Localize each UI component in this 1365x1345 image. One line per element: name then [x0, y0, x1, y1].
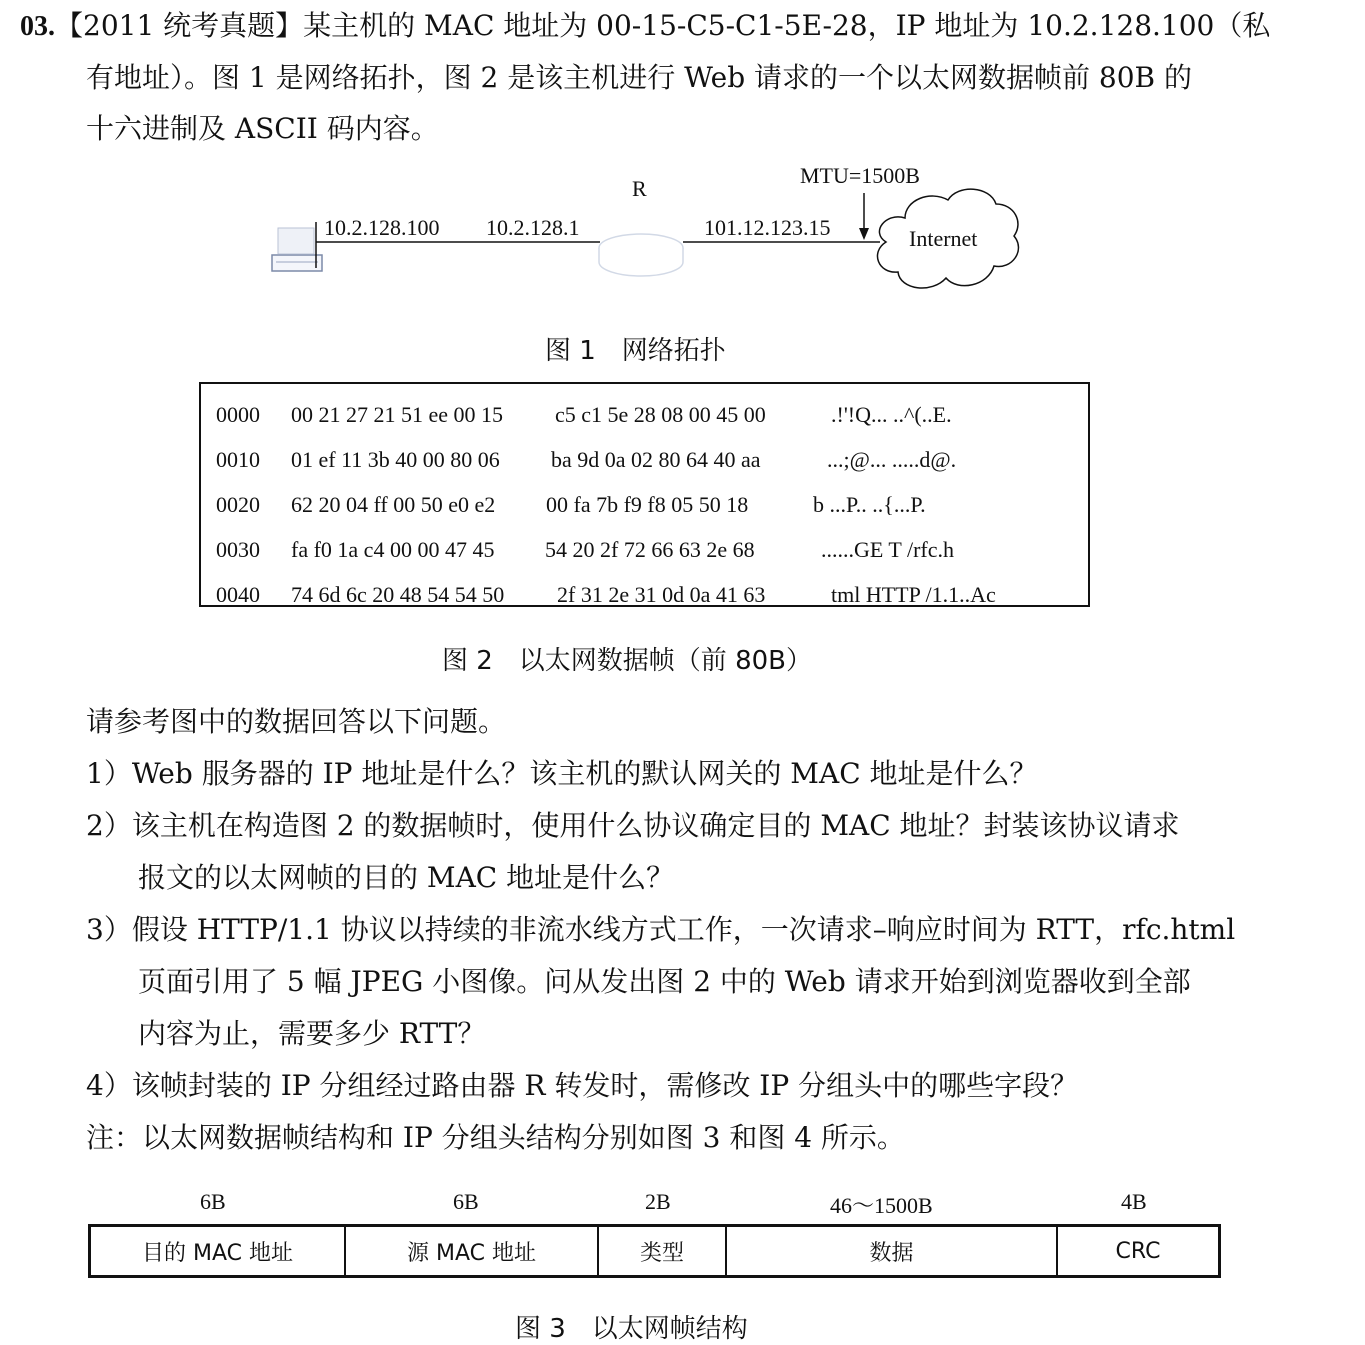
subquestion-2: 2）该主机在构造图 2 的数据帧时，使用什么协议确定目的 MAC 地址？封装该协议请求 [86, 809, 1180, 842]
hex-row [201, 564, 1088, 609]
subquestion-2-continued: 报文的以太网帧的目的 MAC 地址是什么？ [138, 861, 675, 894]
subquestion-3-continued-2: 内容为止，需要多少 RTT？ [138, 1017, 486, 1050]
hex-offset: 0000 [216, 402, 260, 427]
hex-offset: 0040 [216, 582, 260, 607]
hex-bytes-1: 00 21 27 21 51 ee 00 15 [291, 402, 504, 427]
hex-bytes-2: c5 c1 5e 28 08 00 45 00 [555, 402, 766, 427]
intro-line-3: 十六进制及 ASCII 码内容。 [86, 112, 439, 145]
subquestion-1: 1）Web 服务器的 IP 地址是什么？该主机的默认网关的 MAC 地址是什么？ [86, 757, 1038, 790]
figure-2-caption: 图 2 以太网数据帧（前 80B） [442, 646, 812, 676]
field-size-crc: 4B [1121, 1189, 1147, 1214]
figure-1-caption: 图 1 网络拓扑 [545, 336, 726, 366]
router-wan-ip-label: 101.12.123.15 [704, 215, 831, 240]
figure-3-caption: 图 3 以太网帧结构 [515, 1314, 748, 1344]
intro-line-2: 有地址）。图 1 是网络拓扑，图 2 是该主机进行 Web 请求的一个以太网数据帧前 80B 的 [86, 61, 1193, 94]
hex-bytes-2: 00 fa 7b f9 f8 05 50 18 [546, 492, 749, 517]
hex-offset: 0030 [216, 537, 260, 562]
field-size-src-mac: 6B [453, 1189, 479, 1214]
question-number: 03. [20, 11, 55, 42]
hex-bytes-1: fa f0 1a c4 00 00 47 45 [291, 537, 495, 562]
router-icon [599, 234, 683, 276]
host-computer-icon [272, 228, 322, 271]
field-size-dest-mac: 6B [200, 1189, 226, 1214]
hex-bytes-2: 54 20 2f 72 66 63 2e 68 [545, 537, 755, 562]
field-dest-mac: 目的 MAC 地址 [91, 1227, 346, 1275]
hex-offset: 0020 [216, 492, 260, 517]
router-lan-ip-label: 10.2.128.1 [486, 215, 580, 240]
hex-ascii: tml HTTP /1.1..Ac [831, 582, 996, 607]
note: 注：以太网数据帧结构和 IP 分组头结构分别如图 3 和图 4 所示。 [86, 1121, 905, 1154]
hex-row [201, 429, 1088, 474]
field-size-data: 46～1500B [830, 1193, 933, 1218]
field-crc: CRC [1115, 1238, 1161, 1264]
subquestion-3: 3）假设 HTTP/1.1 协议以持续的非流水线方式工作，一次请求–响应时间为 RTT，rfc.html [86, 913, 1236, 946]
host-ip-label: 10.2.128.100 [324, 215, 440, 240]
hex-row [201, 474, 1088, 519]
router-label: R [632, 176, 647, 201]
mtu-label: MTU=1500B [800, 163, 920, 188]
hex-dump-table [199, 382, 1090, 607]
field-type: 类型 [599, 1227, 727, 1275]
subquestion-4: 4）该帧封装的 IP 分组经过路由器 R 转发时，需修改 IP 分组头中的哪些字段？ [86, 1069, 1079, 1102]
field-src-mac: 源 MAC 地址 [346, 1227, 599, 1275]
question-prompt: 请参考图中的数据回答以下问题。 [86, 705, 507, 738]
field-size-type: 2B [645, 1189, 671, 1214]
hex-row [201, 519, 1088, 564]
hex-ascii: b ...P.. ..{...P. [813, 492, 926, 517]
hex-bytes-1: 01 ef 11 3b 40 00 80 06 [291, 447, 500, 472]
hex-ascii: ...;@... .....d@. [827, 447, 957, 472]
hex-bytes-2: 2f 31 2e 31 0d 0a 41 63 [557, 582, 766, 607]
ethernet-frame-structure [88, 1224, 1221, 1278]
intro-line-1: 【2011 统考真题】某主机的 MAC 地址为 00-15-C5-C1-5E-28，IP 地址为 10.2.128.100（私 [55, 9, 1271, 42]
hex-bytes-1: 62 20 04 ff 00 50 e0 e2 [291, 492, 496, 517]
hex-offset: 0010 [216, 447, 260, 472]
field-data: 数据 [727, 1227, 1058, 1275]
hex-ascii: ......GE T /rfc.h [821, 537, 954, 562]
cloud-label: Internet [909, 226, 978, 251]
topology-diagram [0, 0, 1365, 380]
hex-ascii: .!'!Q... ..^(..E. [831, 402, 952, 427]
hex-bytes-1: 74 6d 6c 20 48 54 54 50 [291, 582, 505, 607]
subquestion-3-continued: 页面引用了 5 幅 JPEG 小图像。问从发出图 2 中的 Web 请求开始到浏览器收到全部 [138, 965, 1191, 998]
hex-bytes-2: ba 9d 0a 02 80 64 40 aa [551, 447, 761, 472]
hex-row [201, 384, 1088, 429]
figure-1-network-topology [0, 0, 1365, 380]
